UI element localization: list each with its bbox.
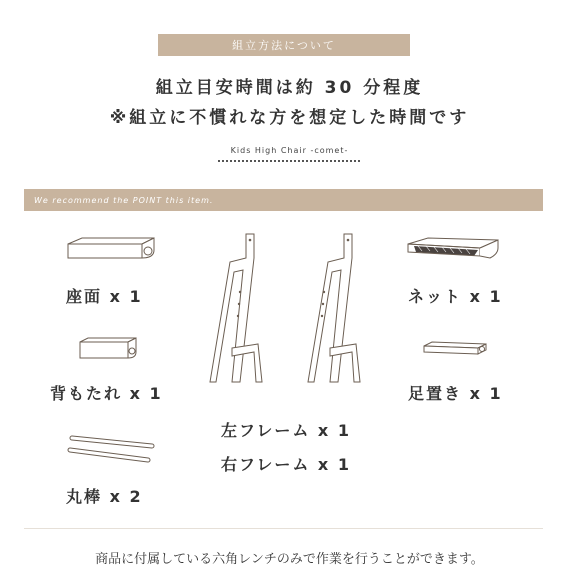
net-label: ネット x 1 [408, 287, 503, 306]
seat-label: 座面 x 1 [66, 287, 143, 306]
footer-divider [24, 528, 543, 529]
footrest-label: 足置き x 1 [408, 384, 503, 403]
footer-note: 商品に付属している六角レンチのみで作業を行うことができます。 [95, 552, 484, 567]
assembly-time-headline: 組立目安時間は約 30 分程度 [155, 78, 424, 98]
assembly-note-headline: ※組立に不慣れな方を想定した時間です [109, 108, 470, 128]
recommend-text: We recommend the POINT this item. [34, 195, 214, 205]
backrest-board-icon [76, 336, 142, 362]
bar-label: 丸棒 x 2 [66, 487, 143, 506]
section-banner [158, 34, 410, 56]
right-frame-icon [308, 232, 364, 392]
backrest-label: 背もたれ x 1 [50, 384, 163, 403]
left-frame-icon [210, 232, 266, 392]
recommend-band [24, 189, 543, 211]
seat-board-icon [62, 234, 162, 264]
left-frame-label: 左フレーム x 1 [221, 421, 351, 440]
right-frame-label: 右フレーム x 1 [221, 455, 351, 474]
round-bar-icon [64, 432, 164, 466]
footrest-icon [420, 340, 490, 364]
dotted-divider [218, 160, 360, 162]
net-icon [404, 234, 502, 270]
product-name: Kids High Chair -comet- [230, 146, 349, 155]
section-banner-text: 組立方法について [232, 39, 336, 52]
